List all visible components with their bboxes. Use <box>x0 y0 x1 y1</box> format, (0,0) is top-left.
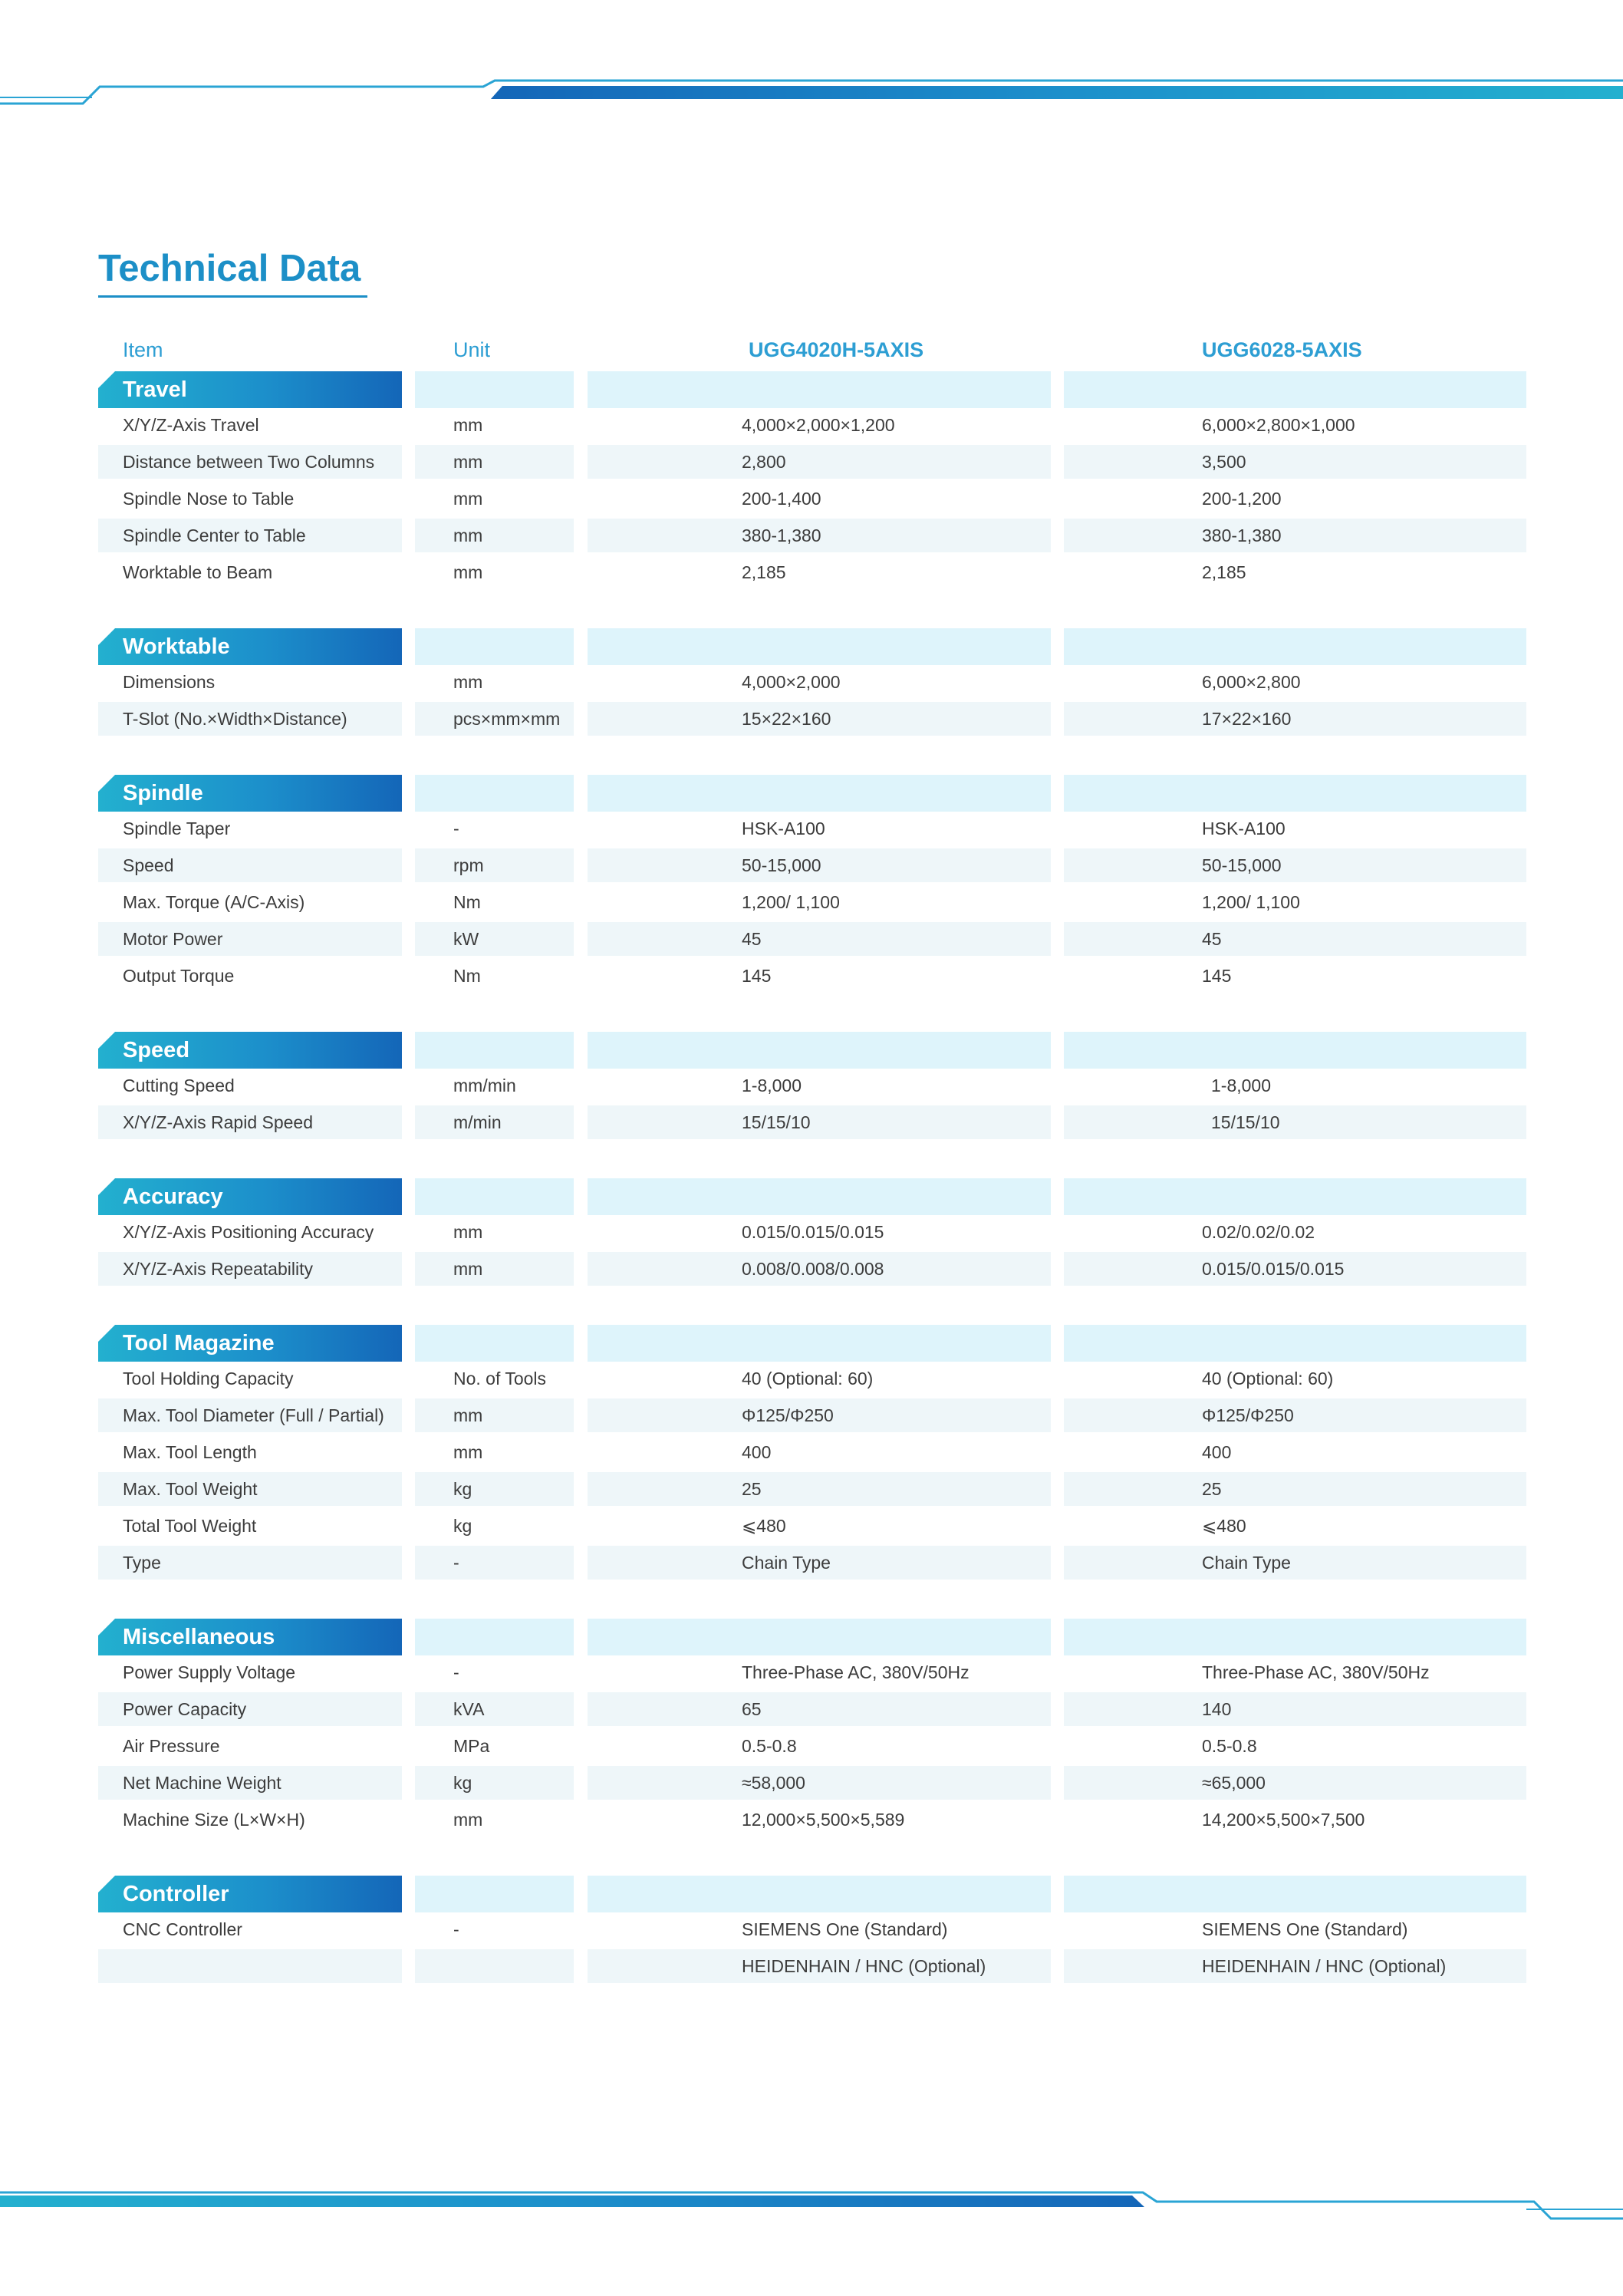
model-1-value-cell: Chain Type <box>588 1546 1051 1580</box>
item-cell: X/Y/Z-Axis Rapid Speed <box>98 1105 402 1139</box>
model-2-value-cell: 17×22×160 <box>1064 702 1526 736</box>
section-header-model-2-cell <box>1064 1178 1526 1215</box>
table-row <box>98 1215 1526 1252</box>
section-title-cell <box>98 1178 402 1215</box>
section-title-cell <box>98 775 402 812</box>
technical-data-table <box>98 371 1526 1986</box>
model-1-value-cell: 45 <box>588 922 1051 956</box>
model-2-value-cell: SIEMENS One (Standard) <box>1202 1919 1408 1939</box>
table-row <box>98 1105 1526 1142</box>
model-2-value-cell: 50-15,000 <box>1064 848 1526 882</box>
unit-cell: mm <box>453 489 483 509</box>
section-gap <box>98 996 1526 1032</box>
model-2-value-cell: Φ125/Φ250 <box>1064 1398 1526 1432</box>
table-row <box>98 1398 1526 1435</box>
model-2-value-cell: Three-Phase AC, 380V/50Hz <box>1202 1662 1430 1682</box>
model-2-value-cell: 0.02/0.02/0.02 <box>1202 1222 1315 1242</box>
section-header-unit-cell <box>415 1619 574 1655</box>
section-title: Travel <box>123 377 187 402</box>
model-2-value-cell: 6,000×2,800 <box>1202 672 1301 692</box>
table-row <box>98 665 1526 702</box>
model-2-value-cell: 15/15/10 <box>1064 1105 1526 1139</box>
section-header-model-1-cell <box>588 1178 1051 1215</box>
model-2-value-cell: 2,185 <box>1202 562 1246 582</box>
table-row <box>98 1435 1526 1472</box>
top-decorative-band <box>0 73 1623 111</box>
model-1-value-cell: Three-Phase AC, 380V/50Hz <box>742 1662 970 1682</box>
table-row <box>98 812 1526 848</box>
section-title-cell <box>98 1325 402 1362</box>
section-title: Tool Magazine <box>123 1331 275 1356</box>
section-gap <box>98 1289 1526 1325</box>
section-title-cell <box>98 371 402 408</box>
page-title: Technical Data <box>98 248 361 289</box>
table-row <box>98 885 1526 922</box>
model-1-value-cell: 145 <box>742 966 772 986</box>
table-row <box>98 1472 1526 1509</box>
model-1-value-cell: 2,185 <box>742 562 786 582</box>
model-2-value-cell: 140 <box>1064 1692 1526 1726</box>
model-1-value-cell: HEIDENHAIN / HNC (Optional) <box>588 1949 1051 1983</box>
model-2-value-cell: 1,200/ 1,100 <box>1202 892 1300 912</box>
item-cell: Power Capacity <box>98 1692 402 1726</box>
section-title: Speed <box>123 1038 190 1062</box>
unit-cell: mm <box>415 1398 574 1432</box>
unit-cell: mm/min <box>453 1076 516 1095</box>
section-header-accuracy <box>98 1178 1526 1215</box>
corner-notch-icon <box>98 371 115 388</box>
section-header-model-1-cell <box>588 1032 1051 1069</box>
unit-cell: mm <box>453 1222 483 1242</box>
model-1-value-cell: 1,200/ 1,100 <box>742 892 840 912</box>
section-gap <box>98 1142 1526 1178</box>
column-header-model-1: UGG4020H-5AXIS <box>749 338 924 361</box>
section-header-model-1-cell <box>588 1619 1051 1655</box>
section-header-spindle <box>98 775 1526 812</box>
item-cell: Spindle Nose to Table <box>123 489 295 509</box>
unit-cell: mm <box>453 1442 483 1462</box>
model-1-value-cell: 2,800 <box>588 445 1051 479</box>
model-1-value-cell: 12,000×5,500×5,589 <box>742 1810 905 1830</box>
table-row <box>98 848 1526 885</box>
model-2-value-cell: 45 <box>1064 922 1526 956</box>
unit-cell: rpm <box>415 848 574 882</box>
item-cell: X/Y/Z-Axis Travel <box>123 415 259 435</box>
section-header-unit-cell <box>415 775 574 812</box>
section-header-model-1-cell <box>588 371 1051 408</box>
table-row <box>98 1655 1526 1692</box>
model-2-value-cell: 14,200×5,500×7,500 <box>1202 1810 1365 1830</box>
section-header-model-2-cell <box>1064 775 1526 812</box>
table-row <box>98 1729 1526 1766</box>
table-row <box>98 959 1526 996</box>
section-header-speed <box>98 1032 1526 1069</box>
section-title: Accuracy <box>123 1184 223 1209</box>
model-1-value-cell: 400 <box>742 1442 772 1462</box>
model-2-value-cell: HSK-A100 <box>1202 819 1286 838</box>
model-1-value-cell: SIEMENS One (Standard) <box>742 1919 948 1939</box>
table-row <box>98 1949 1526 1986</box>
item-cell: Cutting Speed <box>123 1076 235 1095</box>
item-cell: Tool Holding Capacity <box>123 1369 294 1388</box>
section-gap <box>98 739 1526 775</box>
section-header-worktable <box>98 628 1526 665</box>
unit-cell: mm <box>453 672 483 692</box>
unit-cell: kg <box>415 1766 574 1800</box>
model-1-value-cell: ≈58,000 <box>588 1766 1051 1800</box>
table-row <box>98 1252 1526 1289</box>
model-1-value-cell: 40 (Optional: 60) <box>742 1369 874 1388</box>
model-1-value-cell: 380-1,380 <box>588 519 1051 552</box>
item-cell: Total Tool Weight <box>123 1516 257 1536</box>
unit-cell: mm <box>453 1810 483 1830</box>
corner-notch-icon <box>98 1325 115 1342</box>
column-header-model-2: UGG6028-5AXIS <box>1202 338 1362 361</box>
unit-cell: - <box>453 1919 459 1939</box>
section-header-unit-cell <box>415 1876 574 1912</box>
table-row <box>98 1362 1526 1398</box>
unit-cell: mm <box>415 519 574 552</box>
model-2-value-cell: 380-1,380 <box>1064 519 1526 552</box>
item-cell: Max. Tool Diameter (Full / Partial) <box>98 1398 402 1432</box>
item-cell: Max. Tool Length <box>123 1442 257 1462</box>
model-1-value-cell: Φ125/Φ250 <box>588 1398 1051 1432</box>
model-1-value-cell: 0.015/0.015/0.015 <box>742 1222 884 1242</box>
unit-cell: pcs×mm×mm <box>415 702 574 736</box>
section-header-unit-cell <box>415 1325 574 1362</box>
section-header-unit-cell <box>415 1032 574 1069</box>
corner-notch-icon <box>98 1178 115 1195</box>
model-1-value-cell: 15×22×160 <box>588 702 1051 736</box>
unit-cell: - <box>415 1546 574 1580</box>
table-row <box>98 1546 1526 1583</box>
model-1-value-cell: 0.008/0.008/0.008 <box>588 1252 1051 1286</box>
table-row <box>98 1069 1526 1105</box>
section-header-controller <box>98 1876 1526 1912</box>
table-row <box>98 702 1526 739</box>
section-header-model-1-cell <box>588 1876 1051 1912</box>
item-cell: Spindle Taper <box>123 819 231 838</box>
column-header-item: Item <box>123 338 163 361</box>
section-title: Controller <box>123 1882 229 1906</box>
item-cell: Power Supply Voltage <box>123 1662 296 1682</box>
table-row <box>98 408 1526 445</box>
model-1-value-cell: 65 <box>588 1692 1051 1726</box>
item-cell: Max. Tool Weight <box>98 1472 402 1506</box>
section-header-unit-cell <box>415 628 574 665</box>
item-cell: CNC Controller <box>123 1919 242 1939</box>
unit-cell: - <box>453 1662 459 1682</box>
section-header-travel <box>98 371 1526 408</box>
item-cell: Dimensions <box>123 672 216 692</box>
model-2-value-cell: Chain Type <box>1064 1546 1526 1580</box>
unit-cell: - <box>453 819 459 838</box>
section-header-model-2-cell <box>1064 371 1526 408</box>
item-cell: Max. Torque (A/C-Axis) <box>123 892 305 912</box>
unit-cell: No. of Tools <box>453 1369 547 1388</box>
model-1-value-cell: 0.5-0.8 <box>742 1736 797 1756</box>
section-header-model-2-cell <box>1064 628 1526 665</box>
model-2-value-cell: 3,500 <box>1064 445 1526 479</box>
corner-notch-icon <box>98 775 115 792</box>
section-header-miscellaneous <box>98 1619 1526 1655</box>
unit-cell: kg <box>453 1516 472 1536</box>
model-1-value-cell: ⩽480 <box>742 1516 786 1536</box>
model-2-value-cell: 25 <box>1064 1472 1526 1506</box>
model-1-value-cell: 4,000×2,000 <box>742 672 841 692</box>
title-underline <box>98 295 367 298</box>
section-header-model-2-cell <box>1064 1032 1526 1069</box>
unit-cell: Nm <box>453 892 481 912</box>
table-row <box>98 482 1526 519</box>
model-2-value-cell: 0.015/0.015/0.015 <box>1064 1252 1526 1286</box>
section-title-cell <box>98 1032 402 1069</box>
model-2-value-cell: 400 <box>1202 1442 1232 1462</box>
table-row <box>98 1912 1526 1949</box>
section-title-cell <box>98 1619 402 1655</box>
section-title: Spindle <box>123 781 203 805</box>
unit-cell: m/min <box>415 1105 574 1139</box>
table-row <box>98 519 1526 555</box>
item-cell <box>98 1949 402 1983</box>
model-2-value-cell: ⩽480 <box>1202 1516 1246 1536</box>
column-header-unit: Unit <box>453 338 491 361</box>
section-header-model-1-cell <box>588 1325 1051 1362</box>
item-cell: Machine Size (L×W×H) <box>123 1810 305 1830</box>
model-2-value-cell: 0.5-0.8 <box>1202 1736 1257 1756</box>
model-2-value-cell: 200-1,200 <box>1202 489 1282 509</box>
corner-notch-icon <box>98 1876 115 1892</box>
item-cell: X/Y/Z-Axis Positioning Accuracy <box>123 1222 374 1242</box>
section-header-model-2-cell <box>1064 1325 1526 1362</box>
model-2-value-cell: 40 (Optional: 60) <box>1202 1369 1334 1388</box>
model-1-value-cell: 50-15,000 <box>588 848 1051 882</box>
section-gap <box>98 1840 1526 1876</box>
unit-cell: MPa <box>453 1736 490 1756</box>
item-cell: Output Torque <box>123 966 235 986</box>
table-row <box>98 1509 1526 1546</box>
unit-cell: kVA <box>415 1692 574 1726</box>
unit-cell: kW <box>415 922 574 956</box>
section-header-model-2-cell <box>1064 1876 1526 1912</box>
model-2-value-cell: HEIDENHAIN / HNC (Optional) <box>1064 1949 1526 1983</box>
model-2-value-cell: 6,000×2,800×1,000 <box>1202 415 1355 435</box>
model-1-value-cell: 200-1,400 <box>742 489 821 509</box>
table-row <box>98 1692 1526 1729</box>
model-1-value-cell: HSK-A100 <box>742 819 825 838</box>
section-header-unit-cell <box>415 371 574 408</box>
corner-notch-icon <box>98 1619 115 1636</box>
section-title: Worktable <box>123 634 230 659</box>
model-1-value-cell: 1-8,000 <box>742 1076 802 1095</box>
item-cell: Speed <box>98 848 402 882</box>
item-cell: Spindle Center to Table <box>98 519 402 552</box>
unit-cell: mm <box>453 415 483 435</box>
unit-cell: mm <box>453 562 483 582</box>
unit-cell: mm <box>415 1252 574 1286</box>
model-2-value-cell: ≈65,000 <box>1064 1766 1526 1800</box>
section-header-model-1-cell <box>588 628 1051 665</box>
table-row <box>98 922 1526 959</box>
unit-cell <box>415 1949 574 1983</box>
item-cell: Air Pressure <box>123 1736 220 1756</box>
section-gap <box>98 1583 1526 1619</box>
section-header-unit-cell <box>415 1178 574 1215</box>
corner-notch-icon <box>98 1032 115 1049</box>
unit-cell: mm <box>415 445 574 479</box>
section-header-model-2-cell <box>1064 1619 1526 1655</box>
item-cell: Net Machine Weight <box>98 1766 402 1800</box>
model-1-value-cell: 4,000×2,000×1,200 <box>742 415 895 435</box>
item-cell: T-Slot (No.×Width×Distance) <box>98 702 402 736</box>
table-row <box>98 555 1526 592</box>
model-2-value-cell: 1-8,000 <box>1211 1076 1272 1095</box>
bottom-decorative-band <box>0 2186 1623 2225</box>
section-title-cell <box>98 1876 402 1912</box>
item-cell: Motor Power <box>98 922 402 956</box>
item-cell: X/Y/Z-Axis Repeatability <box>98 1252 402 1286</box>
model-2-value-cell: 145 <box>1202 966 1232 986</box>
section-title-cell <box>98 628 402 665</box>
section-title: Miscellaneous <box>123 1625 275 1649</box>
model-1-value-cell: 15/15/10 <box>588 1105 1051 1139</box>
section-gap <box>98 592 1526 628</box>
item-cell: Distance between Two Columns <box>98 445 402 479</box>
table-row <box>98 1766 1526 1803</box>
table-row <box>98 445 1526 482</box>
item-cell: Worktable to Beam <box>123 562 273 582</box>
table-row <box>98 1803 1526 1840</box>
column-headers <box>98 334 1526 365</box>
corner-notch-icon <box>98 628 115 645</box>
unit-cell: Nm <box>453 966 481 986</box>
section-header-model-1-cell <box>588 775 1051 812</box>
item-cell: Type <box>98 1546 402 1580</box>
section-header-tool-magazine <box>98 1325 1526 1362</box>
model-1-value-cell: 25 <box>588 1472 1051 1506</box>
unit-cell: kg <box>415 1472 574 1506</box>
